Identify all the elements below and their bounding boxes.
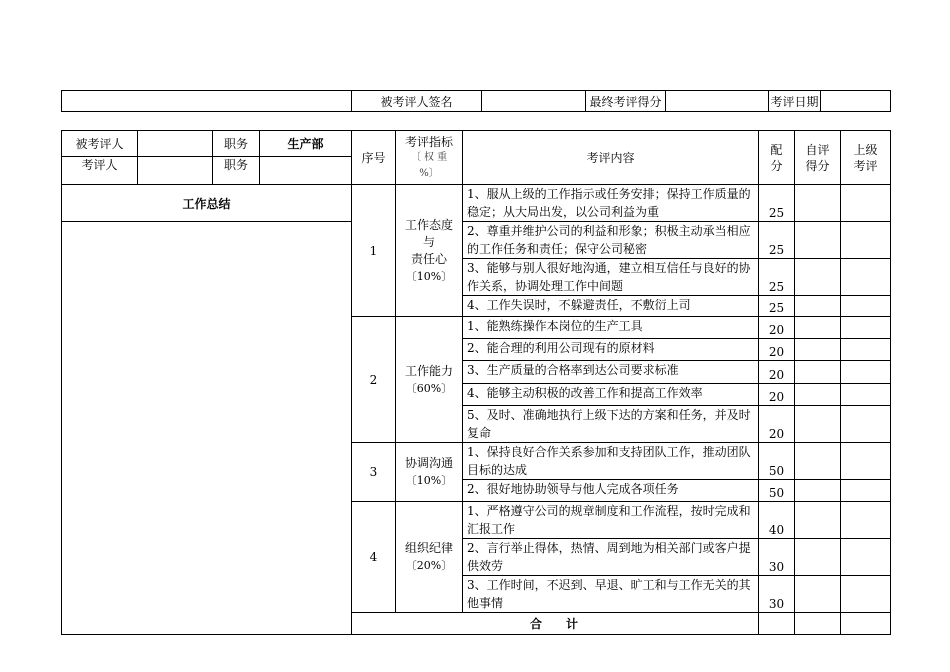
signature-table — [61, 90, 891, 112]
allotted-score: 25 — [759, 296, 795, 317]
summary-text-area[interactable] — [62, 222, 352, 635]
superior-header — [841, 131, 891, 185]
category-name-line: 工作能力 — [404, 363, 453, 378]
allotted-score: 25 — [759, 222, 795, 259]
evaluator-position-field[interactable] — [260, 157, 352, 185]
evaluation-row — [62, 222, 891, 259]
superior-score-field[interactable] — [841, 384, 891, 406]
criterion-text: 1、服从上级的工作指示或任务安排；保持工作质量的稳定；从大局出发，以公司利益为重 — [463, 185, 759, 222]
self-score-header — [795, 131, 841, 185]
criterion-text: 2、很好地协助领导与他人完成各项任务 — [463, 480, 759, 502]
superior-score-field[interactable] — [841, 406, 891, 443]
position-label: 职务 — [213, 131, 260, 157]
category-name-line: 工作态度 — [404, 217, 453, 232]
superior-score-field[interactable] — [841, 339, 891, 361]
superior-header-line-2: 考评 — [853, 158, 878, 173]
self-score-field[interactable] — [795, 539, 841, 576]
category-seq: 4 — [352, 502, 396, 613]
self-score-field[interactable] — [795, 222, 841, 259]
self-score-field[interactable] — [795, 317, 841, 339]
final-score-field[interactable] — [666, 91, 769, 112]
category-weight: 〔60%〕 — [405, 381, 453, 395]
allotted-score: 20 — [759, 384, 795, 406]
self-score-field[interactable] — [795, 339, 841, 361]
indicator-header-line-2: 〔 权 重 — [410, 151, 448, 163]
criterion-text: 3、能够与别人很好地沟通，建立相互信任与良好的协作关系，协调处理工作中间题 — [463, 259, 759, 296]
criterion-text: 1、保持良好合作关系参加和支持团队工作，推动团队目标的达成 — [463, 443, 759, 480]
total-allot-field[interactable] — [759, 613, 795, 635]
category-name-line: 与 — [422, 234, 435, 249]
criterion-text: 2、言行举止得体，热情、周到地为相关部门或客户提供效劳 — [463, 539, 759, 576]
indicator-header — [396, 131, 463, 185]
category-name-line: 协调沟通 — [404, 456, 453, 470]
superior-score-field[interactable] — [841, 185, 891, 222]
evaluatee-label: 被考评人 — [62, 131, 138, 157]
position-field[interactable]: 生产部 — [260, 131, 352, 157]
final-score-label: 最终考评得分 — [586, 91, 666, 112]
superior-score-field[interactable] — [841, 443, 891, 480]
allotted-score: 20 — [759, 406, 795, 443]
evaluatee-field[interactable] — [138, 131, 213, 157]
date-label: 考评日期 — [769, 91, 821, 112]
indicator-header-line-1: 考评指标 — [404, 134, 453, 149]
criterion-text: 4、工作失误时，不躲避责任，不敷衍上司 — [463, 296, 759, 317]
superior-header-line-1: 上级 — [853, 142, 878, 157]
allotted-score: 50 — [759, 443, 795, 480]
content-header: 考评内容 — [463, 131, 759, 185]
category-name — [396, 502, 463, 613]
category-name — [396, 185, 463, 317]
superior-score-field[interactable] — [841, 222, 891, 259]
indicator-header-line-3: %〕 — [419, 167, 439, 179]
category-seq: 3 — [352, 443, 396, 502]
category-weight: 〔20%〕 — [405, 559, 453, 572]
category-name-line: 责任心 — [410, 251, 447, 266]
allotted-score: 40 — [759, 502, 795, 539]
allotted-score: 30 — [759, 576, 795, 613]
self-score-field[interactable] — [795, 502, 841, 539]
evaluation-row — [62, 185, 891, 222]
signee-label: 被考评人签名 — [352, 91, 482, 112]
self-score-field[interactable] — [795, 296, 841, 317]
superior-score-field[interactable] — [841, 317, 891, 339]
allotted-score: 30 — [759, 539, 795, 576]
category-seq: 1 — [352, 185, 396, 317]
allotted-score: 25 — [759, 185, 795, 222]
signee-signature-field[interactable] — [482, 91, 586, 112]
allotted-score: 20 — [759, 339, 795, 361]
superior-score-field[interactable] — [841, 480, 891, 502]
criterion-text: 2、能合理的利用公司现有的原材料 — [463, 339, 759, 361]
category-name — [396, 443, 463, 502]
criterion-text: 5、及时、准确地执行上级下达的方案和任务，并及时复命 — [463, 406, 759, 443]
self-score-header-line-1: 自评 — [805, 142, 830, 157]
date-field[interactable] — [821, 91, 891, 112]
category-weight: 〔10%〕 — [405, 269, 453, 283]
self-score-field[interactable] — [795, 185, 841, 222]
category-name — [396, 317, 463, 443]
allotted-score: 20 — [759, 317, 795, 339]
self-score-header-line-2: 得分 — [805, 158, 830, 173]
self-score-field[interactable] — [795, 259, 841, 296]
allotted-score: 25 — [759, 259, 795, 296]
criterion-text: 1、能熟练操作本岗位的生产工具 — [463, 317, 759, 339]
allot-header-line-1: 配 — [770, 142, 783, 157]
criterion-text: 3、生产质量的合格率到达公司要求标准 — [463, 361, 759, 384]
signature-blank-cell[interactable] — [62, 91, 352, 112]
criterion-text: 4、能够主动积极的改善工作和提高工作效率 — [463, 384, 759, 406]
superior-score-field[interactable] — [841, 296, 891, 317]
category-weight: 〔10%〕 — [405, 474, 453, 487]
self-score-field[interactable] — [795, 406, 841, 443]
evaluation-table — [61, 130, 891, 635]
self-score-field[interactable] — [795, 480, 841, 502]
criterion-text: 1、严格遵守公司的规章制度和工作流程，按时完成和汇报工作 — [463, 502, 759, 539]
self-score-field[interactable] — [795, 361, 841, 384]
total-superior-field[interactable] — [841, 613, 891, 635]
superior-score-field[interactable] — [841, 361, 891, 384]
total-self-field[interactable] — [795, 613, 841, 635]
category-name-line: 组织纪律 — [404, 541, 453, 555]
superior-score-field[interactable] — [841, 539, 891, 576]
superior-score-field[interactable] — [841, 576, 891, 613]
evaluator-field[interactable] — [138, 157, 213, 185]
self-score-field[interactable] — [795, 443, 841, 480]
seq-header: 序号 — [352, 131, 396, 185]
allot-header-line-2: 分 — [770, 158, 783, 173]
evaluator-position-label: 职务 — [213, 157, 260, 185]
criterion-text: 3、工作时间，不迟到、早退、旷工和与工作无关的其他事情 — [463, 576, 759, 613]
evaluator-label: 考评人 — [62, 157, 138, 185]
self-score-field[interactable] — [795, 384, 841, 406]
superior-score-field[interactable] — [841, 259, 891, 296]
total-label — [352, 613, 759, 635]
allot-header — [759, 131, 795, 185]
allotted-score: 50 — [759, 480, 795, 502]
criterion-text: 2、尊重并维护公司的利益和形象；积极主动承当相应的工作任务和责任；保守公司秘密 — [463, 222, 759, 259]
total-label-b: 计 — [566, 617, 581, 631]
self-score-field[interactable] — [795, 576, 841, 613]
summary-title: 工作总结 — [62, 185, 352, 222]
superior-score-field[interactable] — [841, 502, 891, 539]
total-label-a: 合 — [529, 617, 544, 631]
allotted-score: 20 — [759, 361, 795, 384]
category-seq: 2 — [352, 317, 396, 443]
